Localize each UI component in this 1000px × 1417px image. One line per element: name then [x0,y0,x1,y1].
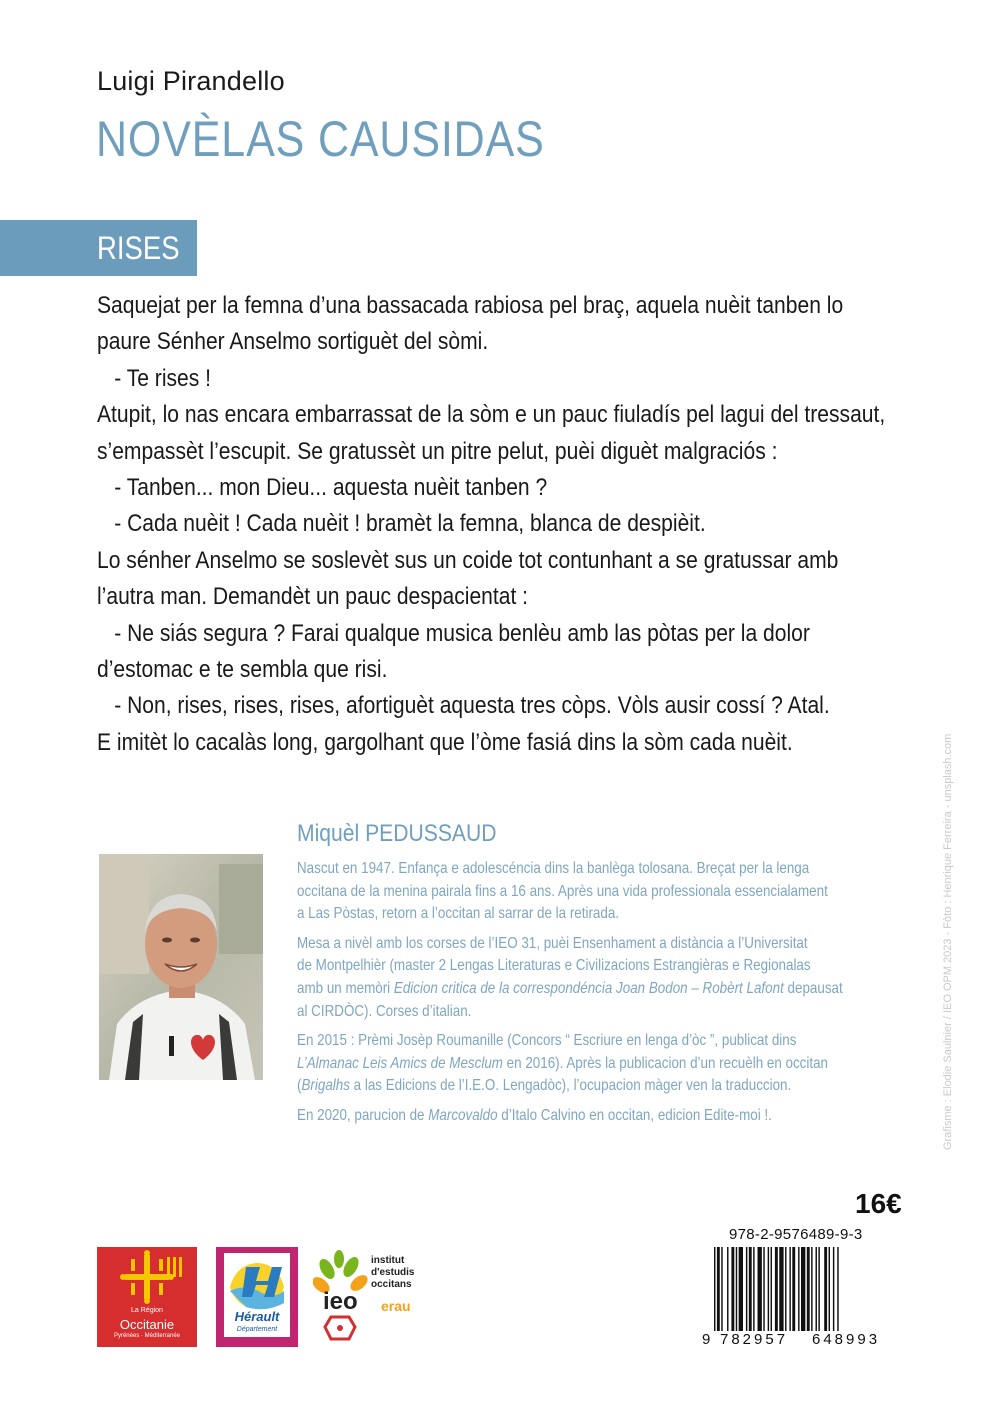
excerpt-line: l’autra man. Demandèt un pauc despacientat : [97,583,529,611]
author-name: Luigi Pirandello [97,66,285,96]
excerpt-text [97,288,897,761]
barcode-bar [771,1247,772,1331]
barcode-bar [779,1247,783,1339]
section-band [0,220,197,276]
bio-paragraph: Nascut en 1947. Enfança e adolescéncia dins la banlèga tolosana. Breçat per la lenga occitana de la menina pairala fins a 16 ans. Après una vida professionala essencialament a Las Pòstas, retorn a l’occitan al sarrar de la retirada. [297,860,828,923]
isbn-number: 978-2-9576489-9-3 [729,1226,863,1243]
ieo-logo-line: institut [371,1255,405,1266]
barcode-bar [792,1247,795,1331]
herault-department-logo [216,1247,298,1347]
excerpt-line: - Tanben... mon Dieu... aquesta nuèit tanben ? [114,474,548,502]
barcode-bar [739,1247,743,1331]
barcode-bar [824,1247,827,1331]
barcode [700,1247,900,1347]
excerpt-line: - Cada nuèit ! Cada nuèit ! bramèt la femna, blanca de despièit. [114,510,706,538]
excerpt-line: d’estomac e te sembla que risi. [97,656,388,684]
barcode-bar [721,1247,722,1331]
occitanie-logo-sub: Pyrénées · Méditerranée [113,1333,181,1339]
barcode-bar [749,1247,752,1331]
barcode-bars [714,1247,839,1339]
excerpt-line: Lo sénher Anselmo se soslevèt sus un coide tot contunhant a se gratussar amb [97,546,839,574]
barcode-bar [807,1247,810,1331]
design-credit: Grafisme : Elodie Saulnier / IEO OPM 2023 - Fòto : Henrique Ferreira - unsplash.com [942,733,954,1150]
barcode-bar [768,1247,769,1331]
barcode-digits-right: 648993 [812,1331,881,1347]
barcode-bar [816,1247,817,1331]
barcode-bar [746,1247,747,1331]
occitanie-region-logo [97,1247,197,1347]
ieo-institute-logo [313,1247,431,1347]
book-title: NOVÈLAS CAUSIDAS [96,111,545,167]
barcode-bar [818,1247,819,1331]
ieo-logo-line: occitans [371,1279,412,1290]
bio-paragraph: En 2015 : Prèmi Josèp Roumanille (Concors “ Escriure en lenga d’òc ”, publicat dins L’Almanac Leis Amics de Mesclum en 2016). Après la publicacion d’un recuèlh en occitan (Brigalhs a las Edicions de l’I.E.O. Lengadòc), l’ocupacion màger ven la traduccion. [297,1032,829,1095]
barcode-bar [798,1247,799,1331]
bio-paragraph: Mesa a nivèl amb los corses de l’IEO 31, puèi Ensenhament a distància a l’Universitat de Montpelhièr (master 2 Lengas Literaturas e Civilizacions Estrangièras e Regionalas amb un memòri Edicion critica de la correspondéncia Joan Bodon – Robèrt Lafont depausat al CIRDÒC). Corses d’italian. [297,934,843,1020]
barcode-bar [736,1247,737,1331]
excerpt-line: - Non, rises, rises, rises, afortiguèt aquesta tres còps. Vòls ausir cossí ? Atal. [114,692,830,720]
herault-logo-name: Hérault [234,1309,280,1324]
section-title: RISES [97,230,180,266]
author-photo [99,854,263,1080]
occitan-cross-icon [97,1247,197,1307]
barcode-bar [789,1247,790,1331]
barcode-bar [758,1247,762,1331]
ieo-logo-section: erau [381,1298,411,1314]
bio-text [297,858,977,1135]
ieo-logo-line: d'estudis [371,1267,415,1278]
excerpt-line: Atupit, lo nas encara embarrassat de la sòm e un pauc fiuladís pel lagui del tressaut, [97,401,886,429]
price: 16€ [855,1188,902,1219]
barcode-bar [714,1247,715,1339]
barcode-bar [785,1247,786,1331]
barcode-digits-left: 782957 [720,1331,789,1347]
occitanie-logo-line: La Région [131,1307,163,1314]
excerpt-line: Saquejat per la femna d’una bassacada rabiosa pel braç, aquela nuèit tanben lo [97,292,844,319]
excerpt-line: - Te rises ! [114,364,211,392]
barcode-bar [775,1247,778,1339]
bio-paragraph: En 2020, parucion de Marcovaldo d’Italo Calvino en occitan, edicion Edite-moi !. [297,1106,772,1124]
barcode-bar [811,1247,812,1331]
barcode-bar [833,1247,834,1331]
barcode-bar [727,1247,728,1331]
barcode-bar [731,1247,734,1331]
bio-author-name: Miquèl PEDUSSAUD [297,820,497,847]
barcode-bar [753,1247,754,1331]
excerpt-line: - Ne siás segura ? Farai qualque musica benlèu amb las pòtas per la dolor [114,619,810,647]
excerpt-line: s’empassèt l’escupit. Se gratussèt un pitre pelut, puèi diguèt malgraciós : [97,437,778,465]
barcode-bar [717,1247,720,1339]
barcode-bar [763,1247,764,1331]
excerpt-line: E imitèt lo cacalàs long, gargolhant que l’òme fasiá dins la sòm cada nuèit. [97,728,793,756]
excerpt-line: paure Sénher Anselmo sortiguèt del sòmi. [97,328,489,356]
barcode-bar [801,1247,805,1331]
ieo-logo-mark: ieo [323,1288,358,1315]
barcode-bar [837,1247,838,1339]
barcode-first-digit: 9 [702,1331,711,1347]
herault-logo-sub: Département [236,1326,278,1333]
barcode-bar [829,1247,830,1331]
occitanie-logo-name: Occitanie [119,1317,175,1332]
